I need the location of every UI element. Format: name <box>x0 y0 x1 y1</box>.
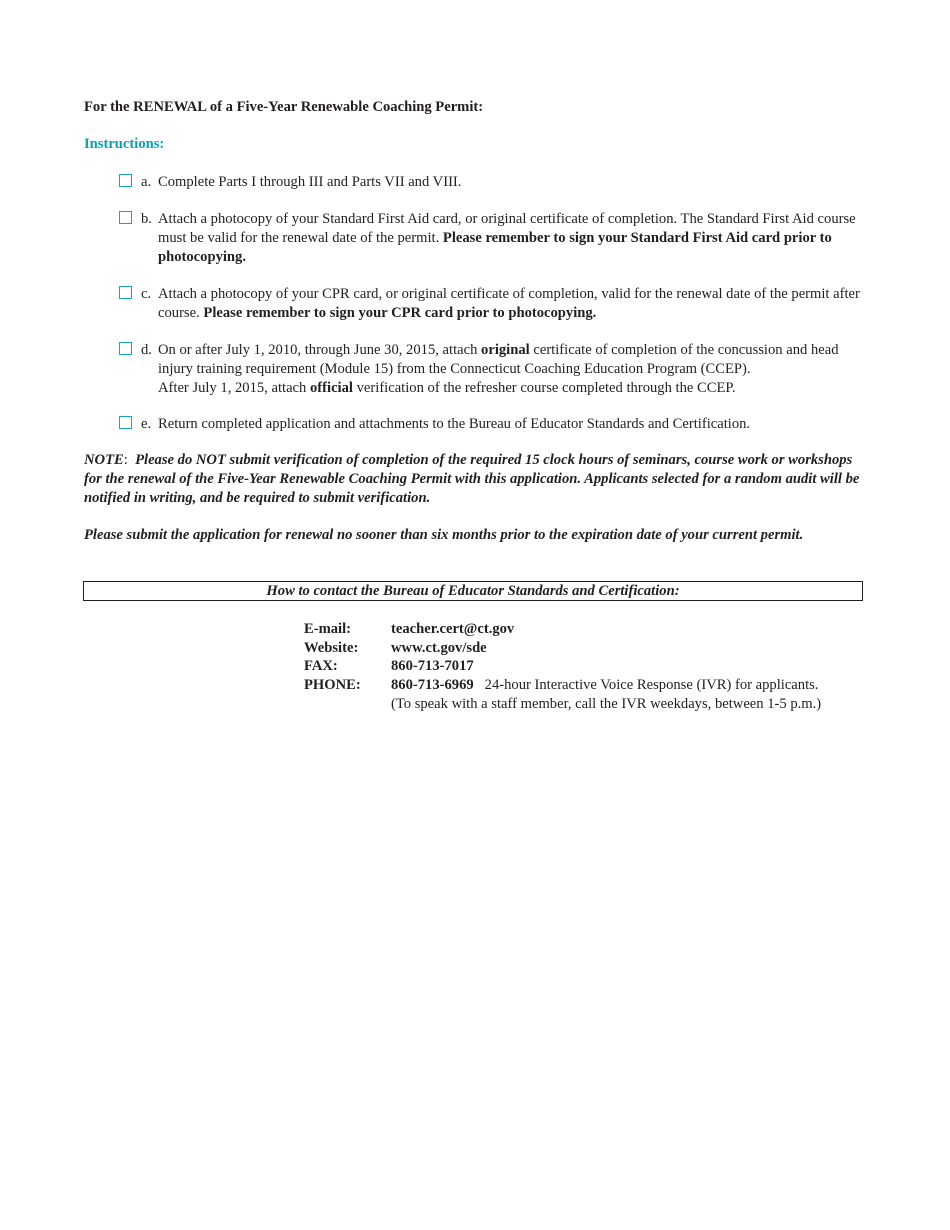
item-bold-text: original <box>481 342 530 358</box>
phone-label: PHONE: <box>304 677 361 693</box>
checkbox-item-d[interactable] <box>119 342 132 355</box>
website-label: Website: <box>304 640 359 656</box>
fax-value: 860-713-7017 <box>391 658 474 674</box>
phone-value <box>391 676 818 695</box>
item-bold-text: official <box>310 380 353 396</box>
phone-staff-note: (To speak with a staff member, call the IVR weekdays, between 1-5 p.m.) <box>391 696 822 712</box>
item-bold-text: Please remember to sign your Standard First Aid card prior to photocopying. <box>158 230 832 265</box>
item-letter: c. <box>141 286 152 302</box>
item-text: Complete Parts I through III and Parts VII and VIII. <box>158 174 462 190</box>
note-text: Please do NOT submit verification of completion of the required 15 clock hours of seminars, course work or workshops for the renewal of the Five-Year Renewable Coaching Permit with this application. Applicants selected for a random audit will be notified in writing, and be required to submit verification. <box>84 452 860 506</box>
item-letter: e. <box>141 416 152 432</box>
email-label: E-mail: <box>304 621 352 637</box>
page-heading: For the RENEWAL of a Five-Year Renewable Coaching Permit: <box>84 99 484 115</box>
checkbox-item-c[interactable] <box>119 286 132 299</box>
item-letter: b. <box>141 211 152 227</box>
item-text: Return completed application and attachments to the Bureau of Educator Standards and Certification. <box>158 416 751 432</box>
phone-description: 24-hour Interactive Voice Response (IVR) for applicants. <box>484 677 819 693</box>
item-text: On or after July 1, 2010, through June 30, 2015, attach original certificate of completion of the concussion and head injury training requirement (Module 15) from the Connecticut Coaching Education Program (CCEP). After July 1, 2015, attach official verification of the refresher course completed through the CCEP. <box>158 342 839 396</box>
renewal-timing-note: Please submit the application for renewal no sooner than six months prior to the expiration date of your current permit. <box>84 527 804 543</box>
website-value[interactable]: www.ct.gov/sde <box>391 640 487 656</box>
item-letter: a. <box>141 174 152 190</box>
item-text: Attach a photocopy of your CPR card, or original certificate of completion, valid for the renewal date of the permit after course. Please remember to sign your CPR card prior to photocopying. <box>158 286 860 321</box>
checkbox-item-a[interactable] <box>119 174 132 187</box>
instructions-label: Instructions: <box>84 136 165 152</box>
note-label: NOTE <box>84 452 124 468</box>
item-bold-text: Please remember to sign your CPR card prior to photocopying. <box>203 305 597 321</box>
note-paragraph: NOTE: Please do NOT submit verification of completion of the required 15 clock hours of seminars, course work or workshops for the renewal of the Five-Year Renewable Coaching Permit with this application. Applicants selected for a random audit will be notified in writing, and be required to submit verification. <box>84 452 860 506</box>
checkbox-item-e[interactable] <box>119 416 132 429</box>
item-text: Attach a photocopy of your Standard First Aid card, or original certificate of completion. The Standard First Aid course must be valid for the renewal date of the permit. Please remember to sign your Standard First Aid card prior to photocopying. <box>158 211 856 265</box>
contact-title-box: How to contact the Bureau of Educator Standards and Certification: <box>83 581 863 601</box>
checkbox-item-b[interactable] <box>119 211 132 224</box>
phone-number: 860-713-6969 <box>391 677 474 693</box>
fax-label: FAX: <box>304 658 338 674</box>
item-letter: d. <box>141 342 152 358</box>
email-value[interactable]: teacher.cert@ct.gov <box>391 621 515 637</box>
